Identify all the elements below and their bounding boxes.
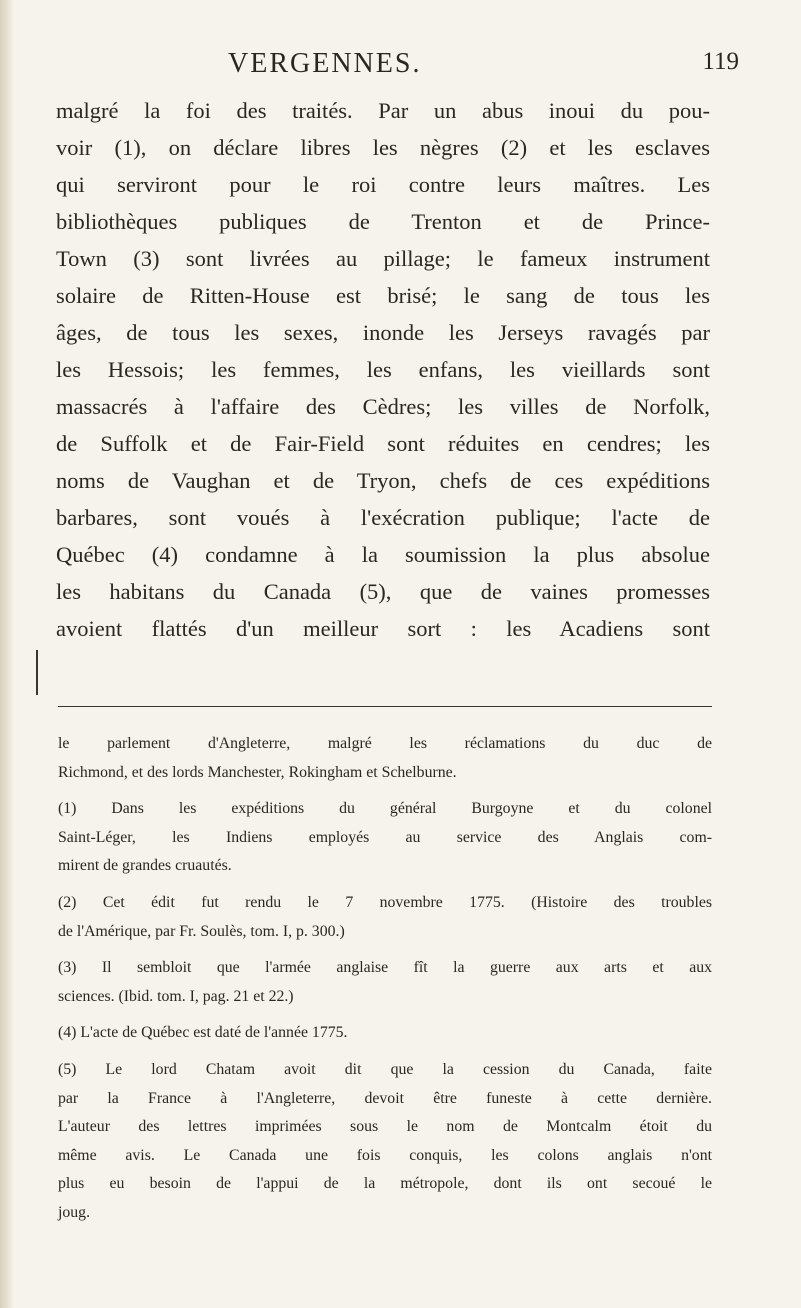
text-line: âges, de tous les sexes, inonde les Jerseys ravagés par xyxy=(56,320,710,345)
page-number: 119 xyxy=(702,48,739,75)
footnotes xyxy=(58,730,712,1228)
text-line: qui serviront pour le roi contre leurs maîtres. Les xyxy=(56,172,710,197)
footnote-line: de l'Amérique, par Fr. Soulès, tom. I, p. 300.) xyxy=(58,922,345,940)
footnote-line: (3) Il sembloit que l'armée anglaise fît la guerre aux arts et aux xyxy=(58,959,712,977)
text-line: massacrés à l'affaire des Cèdres; les villes de Norfolk, xyxy=(56,394,710,419)
main-text xyxy=(56,92,710,647)
footnote-line: (5) Le lord Chatam avoit dit que la cession du Canada, faite xyxy=(58,1060,712,1078)
footnote-line: plus eu besoin de l'appui de la métropole, dont ils ont secoué le xyxy=(58,1175,712,1193)
footnote-continuation xyxy=(58,730,712,787)
footnote-line: le parlement d'Angleterre, malgré les réclamations du duc de xyxy=(58,735,712,752)
footnote-line: Richmond, et des lords Manchester, Rokingham et Schelburne. xyxy=(58,763,457,781)
text-line: Town (3) sont livrées au pillage; le fameux instrument xyxy=(56,246,710,271)
footnote-line: même avis. Le Canada une fois conquis, les colons anglais n'ont xyxy=(58,1146,712,1164)
footnote-line: (4) L'acte de Québec est daté de l'année 1775. xyxy=(58,1024,348,1042)
footnote-line: L'auteur des lettres imprimées sous le nom de Montcalm étoit du xyxy=(58,1118,712,1136)
text-line: les habitans du Canada (5), que de vaines promesses xyxy=(56,579,710,604)
text-line: les Hessois; les femmes, les enfans, les vieillards sont xyxy=(56,357,710,382)
footnote-5 xyxy=(58,1056,712,1228)
footnote-line: Saint-Léger, les Indiens employés au service des Anglais com- xyxy=(58,828,712,846)
text-line: noms de Vaughan et de Tryon, chefs de ces expéditions xyxy=(56,468,710,493)
footnote-1 xyxy=(58,795,712,881)
footnote-2 xyxy=(58,889,712,946)
text-line: de Suffolk et de Fair-Field sont réduites en cendres; les xyxy=(56,431,710,456)
running-title: VERGENNES. xyxy=(228,48,422,79)
footnote-line: (1) Dans les expéditions du général Burgoyne et du colonel xyxy=(58,800,712,818)
text-line: solaire de Ritten-House est brisé; le sang de tous les xyxy=(56,283,710,308)
footnote-3 xyxy=(58,954,712,1011)
footnote-line: mirent de grandes cruautés. xyxy=(58,857,232,875)
footnote-4 xyxy=(58,1019,712,1048)
footnote-line: (2) Cet édit fut rendu le 7 novembre 1775. (Histoire des troubles xyxy=(58,893,712,911)
text-line: Québec (4) condamne à la soumission la plus absolue xyxy=(56,542,710,567)
footnote-line: par la France à l'Angleterre, devoit être funeste à cette dernière. xyxy=(58,1089,712,1107)
text-line: voir (1), on déclare libres les nègres (2) et les esclaves xyxy=(56,135,710,160)
text-line: bibliothèques publiques de Trenton et de Prince- xyxy=(56,209,710,234)
footnote-line: joug. xyxy=(58,1203,91,1221)
page-gutter-shadow xyxy=(0,0,14,1308)
text-line: malgré la foi des traités. Par un abus inoui du pou- xyxy=(56,98,710,123)
footnote-divider xyxy=(58,706,712,707)
footnote-line: sciences. (Ibid. tom. I, pag. 21 et 22.) xyxy=(58,987,294,1005)
margin-mark xyxy=(36,650,38,695)
text-line: avoient flattés d'un meilleur sort : les Acadiens sont xyxy=(56,616,710,641)
text-line: barbares, sont voués à l'exécration publique; l'acte de xyxy=(56,505,710,530)
page-header xyxy=(228,48,739,88)
